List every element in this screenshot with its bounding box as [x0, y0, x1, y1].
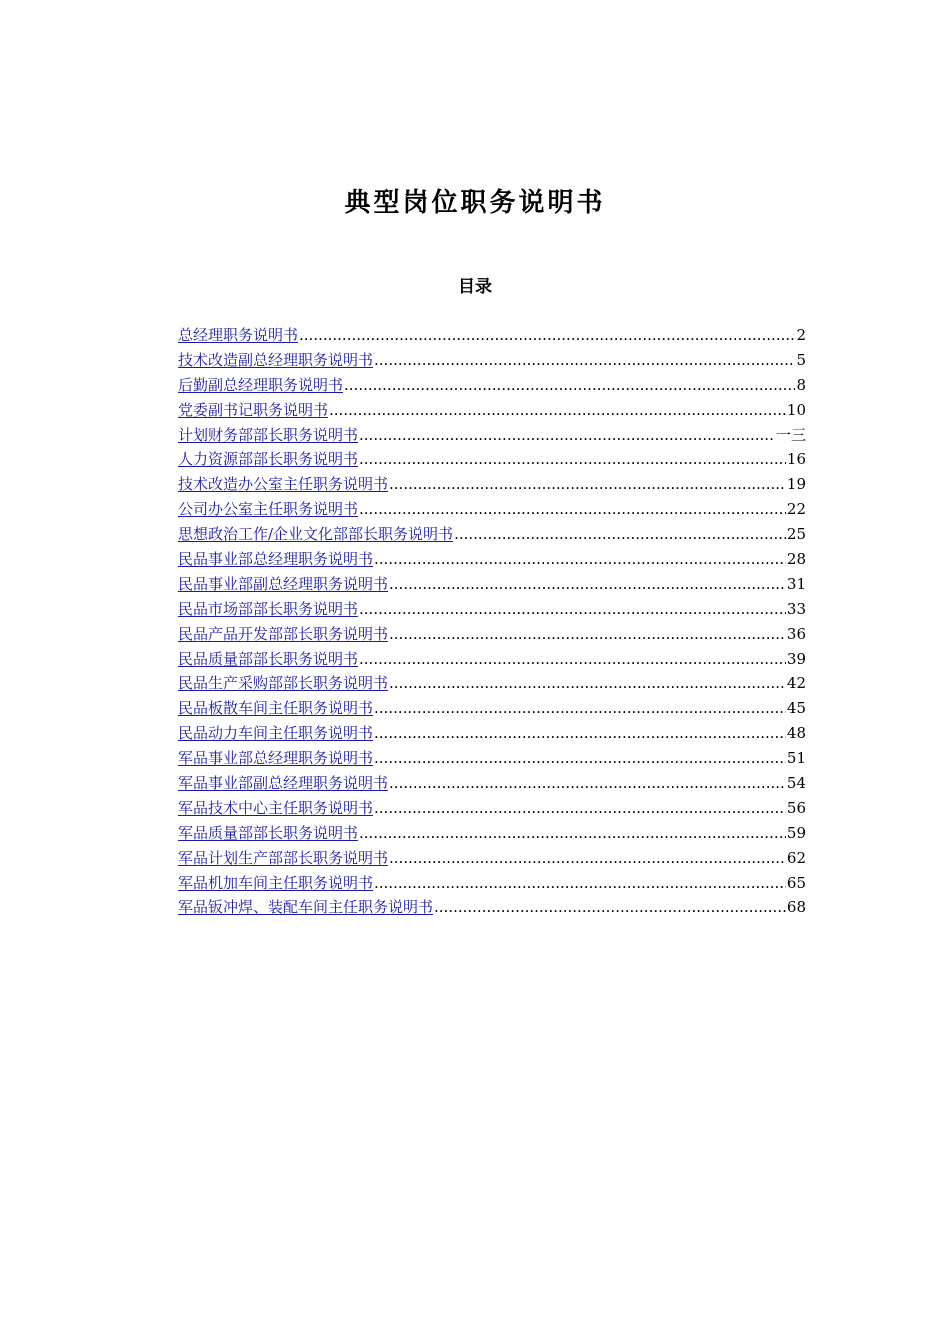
toc-link[interactable]: 后勤副总经理职务说明书	[178, 375, 344, 394]
table-of-contents	[178, 323, 806, 920]
toc-link[interactable]: 军品钣冲焊、装配车间主任职务说明书	[178, 898, 434, 917]
toc-leader	[374, 348, 795, 373]
toc-heading: 目录	[458, 277, 492, 297]
toc-leader	[374, 871, 786, 896]
toc-page-number: 51	[786, 749, 806, 768]
toc-entry	[178, 796, 806, 821]
toc-page-number: 25	[786, 525, 806, 544]
toc-page-number: 59	[786, 823, 806, 842]
toc-page-number: 28	[786, 550, 806, 569]
document-title: 典型岗位职务说明书	[344, 188, 606, 218]
toc-entry	[178, 871, 806, 896]
toc-link[interactable]: 公司办公室主任职务说明书	[178, 500, 359, 519]
toc-page-number: 33	[786, 599, 806, 618]
toc-page-number: 31	[786, 574, 806, 593]
toc-entry	[178, 846, 806, 871]
toc-page-number: 42	[786, 674, 806, 693]
toc-page-number: 8	[796, 375, 806, 394]
toc-leader	[389, 671, 786, 696]
toc-leader	[359, 821, 786, 846]
toc-entry	[178, 771, 806, 796]
toc-page-number: 54	[786, 774, 806, 793]
toc-leader	[374, 796, 786, 821]
toc-entry	[178, 348, 806, 373]
toc-entry	[178, 647, 806, 672]
toc-page-number: 22	[786, 500, 806, 519]
toc-leader	[359, 597, 786, 622]
toc-entry	[178, 398, 806, 423]
toc-link[interactable]: 军品技术中心主任职务说明书	[178, 798, 374, 817]
toc-link[interactable]: 军品机加车间主任职务说明书	[178, 873, 374, 892]
toc-entry	[178, 497, 806, 522]
toc-entry	[178, 895, 806, 920]
toc-entry	[178, 622, 806, 647]
toc-link[interactable]: 总经理职务说明书	[178, 326, 299, 344]
toc-entry	[178, 572, 806, 597]
toc-link[interactable]: 军品事业部副总经理职务说明书	[178, 774, 389, 793]
toc-leader	[359, 423, 775, 448]
toc-page-number: 62	[786, 848, 806, 867]
toc-entry	[178, 447, 806, 472]
toc-leader	[344, 373, 795, 398]
toc-leader	[389, 622, 786, 647]
toc-entry	[178, 323, 806, 348]
toc-link[interactable]: 计划财务部部长职务说明书	[178, 425, 359, 444]
toc-page-number: 19	[786, 475, 806, 494]
toc-entry	[178, 547, 806, 572]
toc-entry	[178, 373, 806, 398]
toc-link[interactable]: 民品市场部部长职务说明书	[178, 599, 359, 618]
toc-leader	[299, 323, 795, 348]
toc-link[interactable]: 技术改造副总经理职务说明书	[178, 350, 374, 369]
toc-entry	[178, 423, 806, 448]
toc-link[interactable]: 军品计划生产部部长职务说明书	[178, 848, 389, 867]
toc-link[interactable]: 民品板散车间主任职务说明书	[178, 699, 374, 718]
toc-link[interactable]: 民品动力车间主任职务说明书	[178, 724, 374, 743]
toc-leader	[389, 572, 786, 597]
toc-page-number: 39	[786, 649, 806, 668]
toc-leader	[389, 771, 786, 796]
toc-leader	[389, 472, 786, 497]
toc-link[interactable]: 民品质量部部长职务说明书	[178, 649, 359, 668]
toc-entry	[178, 821, 806, 846]
toc-link[interactable]: 民品生产采购部部长职务说明书	[178, 674, 389, 693]
toc-page-number: 5	[796, 350, 806, 369]
toc-leader	[329, 398, 786, 423]
toc-entry	[178, 671, 806, 696]
toc-leader	[359, 497, 786, 522]
toc-page-number: 一三	[775, 425, 806, 444]
toc-entry	[178, 597, 806, 622]
toc-page-number: 16	[786, 450, 806, 469]
toc-link[interactable]: 军品事业部总经理职务说明书	[178, 749, 374, 768]
toc-leader	[359, 447, 786, 472]
toc-page-number: 36	[786, 624, 806, 643]
toc-link[interactable]: 人力资源部部长职务说明书	[178, 450, 359, 469]
toc-entry	[178, 696, 806, 721]
toc-leader	[389, 846, 786, 871]
toc-link[interactable]: 民品事业部副总经理职务说明书	[178, 574, 389, 593]
toc-page-number: 45	[786, 699, 806, 718]
toc-page-number: 48	[786, 724, 806, 743]
toc-leader	[374, 547, 786, 572]
toc-page-number: 65	[786, 873, 806, 892]
toc-leader	[374, 746, 786, 771]
toc-page-number: 68	[786, 898, 806, 917]
toc-page-number: 10	[786, 400, 806, 419]
toc-entry	[178, 746, 806, 771]
toc-leader	[454, 522, 786, 547]
toc-leader	[374, 696, 786, 721]
toc-leader	[359, 647, 786, 672]
toc-link[interactable]: 民品产品开发部部长职务说明书	[178, 624, 389, 643]
toc-entry	[178, 472, 806, 497]
toc-leader	[434, 895, 786, 920]
toc-link[interactable]: 思想政治工作/企业文化部部长职务说明书	[178, 525, 454, 544]
toc-leader	[374, 721, 786, 746]
toc-entry	[178, 522, 806, 547]
toc-link[interactable]: 军品质量部部长职务说明书	[178, 823, 359, 842]
toc-link[interactable]: 民品事业部总经理职务说明书	[178, 550, 374, 569]
toc-page-number: 56	[786, 798, 806, 817]
toc-link[interactable]: 技术改造办公室主任职务说明书	[178, 475, 389, 494]
toc-link[interactable]: 党委副书记职务说明书	[178, 400, 329, 419]
toc-page-number: 2	[796, 326, 806, 344]
toc-entry	[178, 721, 806, 746]
